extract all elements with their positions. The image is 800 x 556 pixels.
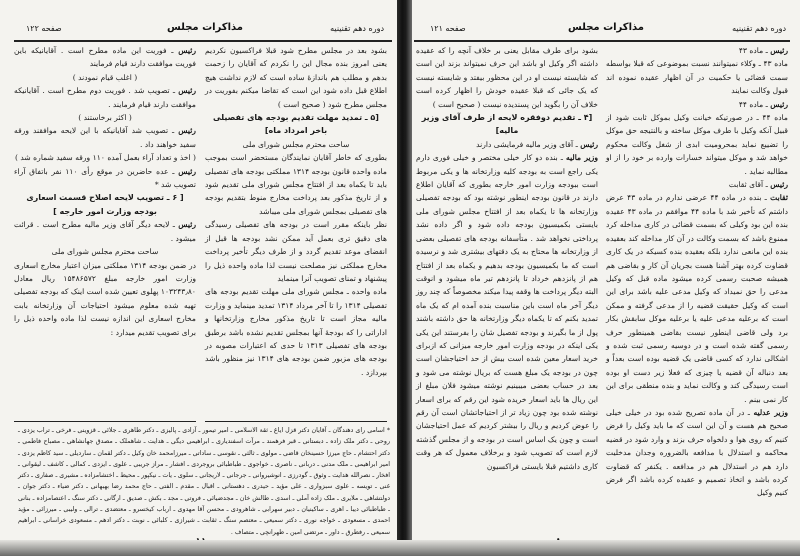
- speech-text: ـ بنده در ماده ۴۴ عرضی ندارم در ماده ۴۳ عرض داشتم که تأخیر شد با ماده ۴۴ موافقم در ماده ۴۳ عقیده بنده این بود وکیلی که بسمت قضائی در کاری مداخله کرد ممنوع باشد که بسمت وکالت در آن کار مداخله کند بعقیده بنده این مانعی ندارد بلکه بعقیده بنده کسیکه در یک کاری قضاوت کرده بهتر آشنا هست بجریان آن کار و بقاضی هم همیشه صحبت رسمی کرده میشود ماده قبل که وکیل مدعی را حق نمیداد که وکیل مدعی علیه باشد برای این است که وکیل حقیقت قضیه را از مدعی گرفته و ممکن است که برعلیه مدعی علیه یا برعلیه موکل سابقش بکار برد ولی قاضی اینطور نیست بقاضی همینطور حرف رسمی گفته شده است و در دوسیه رسمی ثبت شده و اشکالی ندارد که کسی قاضی یک قضیه بوده است بعداً و بعد دنباله آن قضیه یا چیزی که فعلا زیر دست او بوده است رسیدگی کند و وکالت نماید و بنده منطقی برای این کار نمی بینم .: [606, 193, 788, 404]
- left-header-rule: [14, 40, 392, 42]
- speech-text: ـ لایحه دیگر آقای وزیر مالیه مطرح است . قرائت میشود .: [14, 220, 196, 243]
- speech-text: ـ تصویب شد . فوریت دوم مطرح است . آقایانیکه موافقت دارند قیام فرمایند .: [14, 86, 196, 109]
- speech-text: ـ آقای ثقابت: [728, 180, 768, 190]
- left-header-period: دوره دهم تقنینیه: [330, 24, 384, 33]
- right-header-period: دوره دهم تقنینیه: [732, 24, 786, 33]
- speaker-name: رئیس: [178, 46, 196, 55]
- speaker-name: رئیس: [580, 139, 598, 149]
- speaker-paragraph: [14, 165, 196, 192]
- speaker-paragraph: [606, 178, 788, 191]
- body-paragraph: بطوری که خاطر آقایان نمایندگان مستحضر است بموجب ماده واحده قانون بودجه ۱۳۱۴ مملکتی بودجه های تفصیلی باید تا یکماه بعد از افتتاح مجلس شورای ملی تقدیم شود و از تاریخ مذکور بعد پرداخت مخارج منوط بتقدیم بودجه های تفصیلی بمجلس شورای ملی میباشد: [205, 153, 387, 216]
- speech-text: ـ ماده ۴۴: [738, 99, 768, 109]
- body-paragraph: بشود بعد در مجلس مطرح شود قبلا فراکسیون نکردیم یعنی امروز بنده مجال این را نکردم که آقایان را زحمت بدهم و مطلب هم باندازهٔ ساده است که لازم نداشت هیچ اطلاع قبل داده شود این است که تقاضا میکنم بفوریت در مجلس مطرح شود ( صحیح است ): [205, 46, 387, 109]
- body-paragraph: ماده ۴۴ ـ در صورتیکه خیانت وکیل بموکل ثابت شود از قبیل آنکه وکیل با طرف موکل ساخته و بالنتیجه حق موکل را تضییع نماید بمحرومیت ابدی از شغل وکالت محکوم خواهد شد و موکل میتواند خسارات وارده بر خود را از او مطالبه نماید .: [606, 113, 789, 176]
- speech-text: ـ ماده ۴۳: [738, 46, 768, 55]
- right-page-left-column: [416, 44, 598, 534]
- speech-text: ـ عده حاضرین در موقع رأی ۱۱۰ نفر باتفاق آراء تصویب شد *: [14, 166, 196, 190]
- body-paragraph: بشود برای طرف مقابل یعنی بر خلاف آنچه را که عقیده داشته اگر وکیل او باشد این حرف نمیتواند بزند این است که شایسته نیست او در این محظور بیفتد و شایسته نیست که یک جائی که قبلا عقیده خودش را اظهار کرده است خلاف آن را بگوید این پسندیده نیست ( صحیح است ): [416, 46, 598, 109]
- right-header-rule: [414, 40, 790, 42]
- speaker-name: وزیر عدلیه: [753, 407, 788, 417]
- speaker-name: رئیس: [178, 166, 196, 176]
- right-col-end-rule: [205, 421, 387, 422]
- speech-text: ـ در آن ماده تصریح شده بود در خیلی خیلی صحیح هم هست و آن این است که ما باید وکیل را فرض کنیم که روی هوا و دلخواه حرف بزند و وارد شود در قضیه محاکمه و استدلال با مدافعه بالضروره وجدان مدخلیت دارد هم در استدلال هم در مدافعه . یکنفر که قضاوت کرده باشد و اتخاذ تصمیم و عقیده کرده باشد اگر فرض کنیم وکیل: [606, 407, 788, 498]
- left-header-title: مذاکرات مجلس: [166, 22, 243, 33]
- right-page-header: [420, 22, 792, 38]
- speaker-paragraph: [14, 44, 196, 71]
- right-page: [412, 0, 800, 556]
- body-paragraph: ( اخذ و تعداد آراء بعمل آمده ۱۱۰ ورقه سفید شماره شد ): [15, 153, 196, 163]
- speaker-name: رئیس: [770, 180, 788, 190]
- right-page-right-column: [606, 44, 788, 534]
- speech-text: ـ تصویب شد آقایانیکه با این لایحه موافقند ورقه سفید خواهند داد .: [14, 126, 196, 149]
- body-paragraph: نظر باینکه مقرر است در بودجه های تفصیلی رسیدگی های دقیق تری بعمل آید ممکن نشد بودجه ها قبل از انقضای موعد تقدیم گردد و از طرف دیگر تأخیر پرداخت مخارج مملکتی نیز مصلحت نیست لذا ماده واحده ذیل را پیشنهاد و تمنای تصویب آنرا مینماید: [205, 220, 387, 283]
- speaker-paragraph: [416, 138, 598, 151]
- left-header-page-number: صفحه ۱۲۲: [26, 24, 62, 33]
- speech-text: ـ فوریت این ماده مطرح است . آقایانیکه باین فوریت موافقت دارند قیام فرمایند: [14, 46, 196, 69]
- left-page-right-column: [205, 44, 387, 414]
- speech-text: ـ بنده دو کار خیلی مختصر و خیلی فوری دارم یکی راجع است به بودجه کلیه وزارتخانه ها و یکی مربوط است ببودجه وزارت امور خارجه بطوری که آقایان اطلاع دارند در قانون بودجه اینطور نوشته بود که بودجه تفصیلی وزارتخانه ها تا یکماه بعد از افتتاح مجلس شورای ملی بایستی بکمیسیون بودجه داده شود و اگر داده نشد پرداختی نخواهد شد . متأسفانه بودجه های تفصیلی بعضی از وزارتخانه ها محتاج به یک دقتهای بیشتری شد و نرسیده است که ما بکمیسیون بودجه بدهیم و یکماه بعد از افتتاح هم از پانزدهم خرداد تا پانزدهم تیر ماه میشود و انوقت البته دیگر پرداخت ها وقفه پیدا میکند مخصوصاً که چند روز دیگر آخر ماه است باین مناسبت بنده آمده ام که یک ماه تمدید بکنم که تا یکماه دیگر وزارتخانه ها حق داشته باشند پول از ما بگیرند و بودجه تفصیل شان را بفرستند این یکی یکی اینکه در بودجه وزارت امور خارجه میزانی که ازبرای خرید اسعار معین شده است بیش از حد احتیاجشان است چون در بودجه یک مبلغ هست که بریال نوشته می شود و بعد در حساب بعضی میبینیم نوشته میشود فلان مبلغ از این ریال ها باید اسعار خریده شود این رقم که برای اسعار نوشته شده بود چون زیاد تر از احتیاجاتشان است آن رقم را عوض کردیم و ریال را بیشتر کردیم که عمل احتیاجشان است و چون یک اساس است در بودجه و از مجلس گذشته لازم است که تصویب شود و برخلاف معمول که هر وقت کاری داشتیم قبلا بایستی فراکسیون: [416, 153, 598, 471]
- section-heading: [ ۶ ـ تصویب لایحه اصلاح قسمت اسعاری بودجه وزارت امور خارجه ]: [26, 193, 184, 216]
- voter-names-footnote: * اسامی رای دهندگان ـ آقایان دکتر قزل ایاغ ـ ثقة الاسلامی ـ امیر تیمور ـ آزادی ـ پالیزی ـ دکتر طاهری ـ جلائی ـ قزوینی ـ فرخی ـ تراب یزدی ـ روحی ـ دکتر ملک زاده ـ دبستانی ـ قبر فرهمند ـ مرآت اسفندیاری ـ ابراهیمی دیگی ـ هدایت ـ شاهملک ـ مصدق جهانشاهی ـ مصباح فاطمی ـ دکتر احتشام ـ حاج میرزا حسینخان قاضی ـ مولوی ـ ثالثی ـ نقوسی ـ ساداتی ـ میرزامحمد خان وکیل ـ دکتر لقمان ـ ساردیلی ـ سید کاظم یزدی ـ امیر ابراهیمی ـ ملک مدنی ـ دربانی ـ ناصری ـ خواجوی ـ طباطبائی بروجردی ـ افشار ـ مراز جریبی ـ علوی ـ ایزدی ـ کمالی ـ کاشف ـ لیقوانی ـ افخار ـ نصرالله هدایت ـ وثوق ـ گودرزی ـ انوشیروانی ـ جرجانی ـ لاریجانی ـ سلوی ـ یات ـ نیکپور ـ محیط ـ اختشامزاده ـ مشیری ـ صفاری ـ دکتر غنی ـ تویسه ـ علوی سبزواری ـ علی مؤید ـ حیدری ـ دهستانی ـ اقبال ـ مقدم ـ الفتی ـ حاج محمد رضا بهبهانی ـ دکتر ضیاء ـ دکتر جوان ـ دولتشاهی ـ ملایری ـ ملک زاده آملی ـ اسدی ـ طالش خان ـ مجدضیائی ـ فروتی ـ مجد ـ بکش ـ صدیق ـ ارگانی ـ دکتر سنگ ـ اعتصامزاده ـ بنانی ـ طباطبائی دیبا ـ اهری ـ ساکینیان ـ دبیر سهرابی ـ شاهرودی ـ محسن آقا مهدوی ـ ارباب کیخسرو ـ معتضدی ـ ترالی ـ ولیبی ـ میرزائی ـ مؤید احمدی ـ مسعودی ـ خواجه نوری ـ دکتر سمیعی ـ معتصم سنگ ـ ثقابت ـ شیرازی ـ کلبائی ـ نوبت ـ دکتر ادهم ـ مسعودی خراسانی ـ ابراهیم سمیعی ـ رفطرق ـ داور ـ مرتضی امین ـ طهرانچی ـ متصاف .: [18, 427, 390, 536]
- speaker-name: وزیر مالیه: [566, 153, 598, 163]
- left-page-left-column: [14, 44, 196, 414]
- section-heading: [۵ ـ تمدید مهلت تقدیم بودجه های تفصیلی باخر امرداد ماه]: [213, 113, 379, 136]
- speaker-paragraph: [606, 98, 788, 111]
- speaker-paragraph: [606, 44, 788, 57]
- body-paragraph: ماده واحده ـ مجلس شورای ملی مهلت تقدیم بودجه های تفصیلی ۱۳۱۴ را تا آخر مرداد ۱۳۱۴ تمدید مینماید و وزارت مالیه مجاز است تا تاریخ مذکور مخارج وزارتخانها و اداراتی را که بودجهٔ آنها بمجلس تقدیم نشده باشد برطبق بودجه های تفصیلی ۱۳۱۳ تا حدی که اعتبارات مصوبه در بودجه های مزبور ضمن بودجه های ۱۳۱۴ نیز منظور باشد بپردازد .: [205, 287, 387, 377]
- centered-line: ساحت محترم مجلس شورای ملی: [242, 139, 350, 149]
- speaker-paragraph: [606, 406, 788, 500]
- body-paragraph: در ضمن بودجه ۱۳۱۴ مملکتی میزان اعتبار مخارج اسعاری وزارت امور خارجه مبلغ ۱۵۴۸۶۵۷۲ ریال معادل ۱۰۳۲۴۳٫۸۰ پهلوی تعیین شده است اینک که بودجه تفصیلی تهیه شده معلوم میشود احتیاجات آن وزارتخانه بابت مخارج اسعاری این اندازه نیست لذا ماده واحده ذیل را برای تصویب تقدیم میدارد :: [14, 260, 196, 337]
- centered-line: ( اغلب قیام نمودند ): [72, 72, 138, 82]
- speaker-name: ثقابت: [770, 193, 788, 203]
- centered-line: ساحت محترم مجلس شورای ملی: [51, 247, 159, 257]
- speaker-name: رئیس: [178, 126, 196, 136]
- page-bottom-edge: [0, 540, 800, 556]
- speaker-paragraph: [14, 218, 196, 245]
- speaker-paragraph: [606, 191, 788, 406]
- speaker-name: رئیس: [770, 99, 788, 109]
- right-header-page-number: صفحه ۱۲۱: [430, 24, 466, 33]
- left-page-header: [20, 22, 390, 38]
- speaker-name: رئیس: [178, 220, 196, 230]
- speech-text: ـ آقای وزیر مالیه فرمایشی دارند: [476, 139, 578, 149]
- centered-line: ( اکثر برخاستند ): [78, 113, 132, 123]
- speaker-name: رئیس: [770, 46, 788, 55]
- speaker-paragraph: [14, 84, 196, 111]
- left-col-end-rule: [14, 421, 196, 422]
- speaker-name: رئیس: [178, 86, 196, 96]
- body-paragraph: ماده ۴۳ ـ وکلاء نمیتوانند نسبت بموضوعی که قبلا بواسطه سمت قضائی یا حکمیت در آن اظهار عقیده نموده اند قبول وکالت نمایند: [606, 59, 789, 96]
- section-heading: [۴ ـ تقدیم دوفقره لایحه از طرف آقای وزیر مالیه]: [421, 113, 593, 136]
- right-header-title: مذاکرات مجلس: [567, 22, 644, 33]
- book-gutter: [397, 0, 412, 556]
- speaker-paragraph: [14, 124, 196, 151]
- speaker-paragraph: [416, 151, 598, 473]
